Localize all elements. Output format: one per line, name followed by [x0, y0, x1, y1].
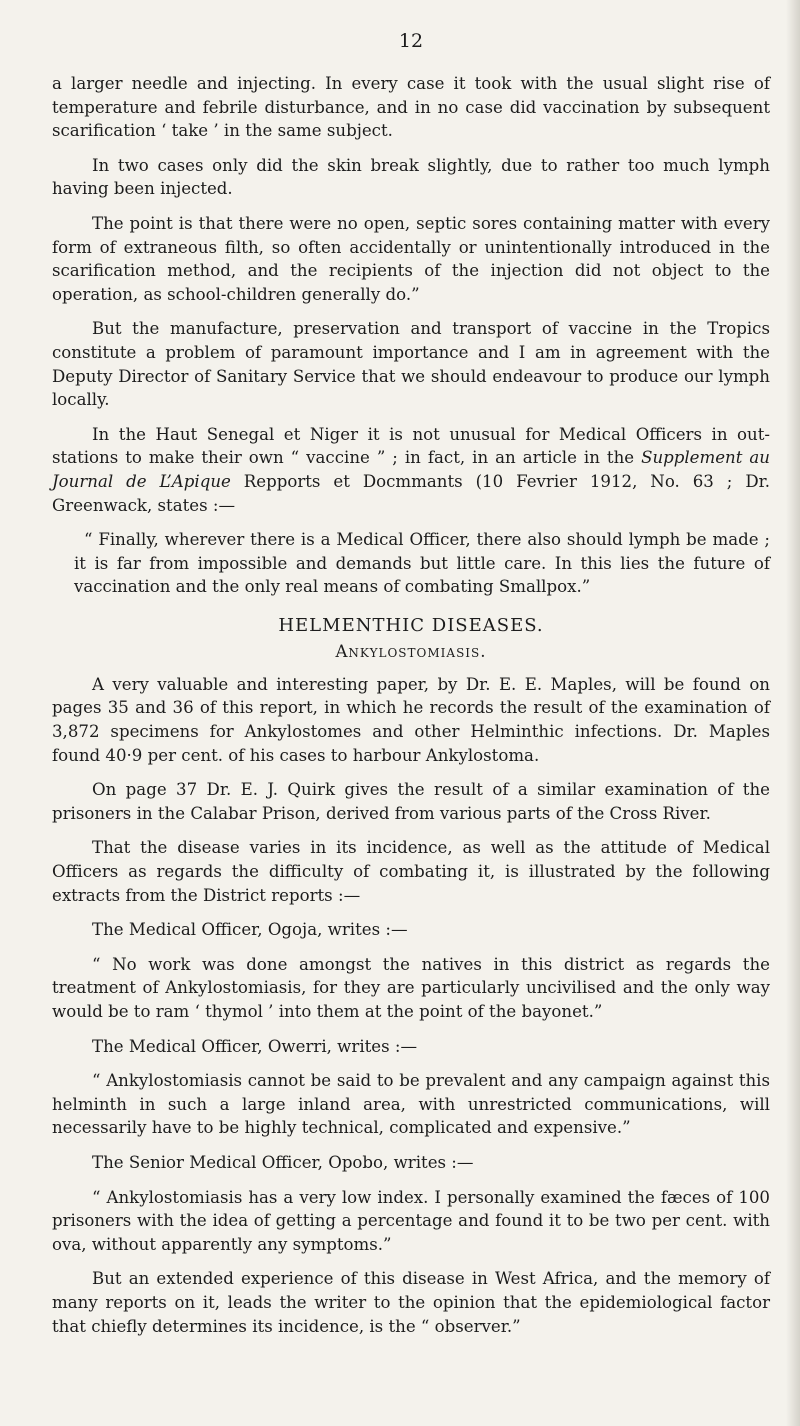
paragraph-10: The Medical Officer, Owerri, writes :— — [92, 1036, 418, 1056]
section-subheading: Ankylostomiasis. — [335, 641, 487, 661]
paragraph-12: But an extended experience of this disease in West Africa, and the memory of many reports on it, leads the writer to the opinion that the epidemiological factor that chiefly determines its incidence, is the “ observer.” — [52, 1269, 770, 1336]
journal-title: Supplement au Journal de L’Apique — [52, 448, 770, 491]
paragraph-2: In two cases only did the skin break slightly, due to rather too much lymph having been injected. — [52, 155, 770, 199]
paragraph-8: That the disease varies in its incidence, as well as the attitude of Medical Officers as regards the difficulty of combating it, is illustrated by the following extracts from the District reports :— — [52, 838, 770, 905]
quote-4: “ Ankylostomiasis has a very low index. I personally examined the fæces of 100 prisoners with the idea of getting a percentage and found it to be two per cent. with ova, without apparently any symptoms.” — [52, 1187, 770, 1254]
section-heading: HELMENTHIC DISEASES. — [278, 614, 544, 636]
paragraph-3: The point is that there were no open, septic sores containing matter with every form of extraneous filth, so often accidentally or unintentionally introduced in the scarification method, and the recipients of the injection did not object to the operation, as school-children generally do.” — [52, 213, 770, 304]
paragraph-9: The Medical Officer, Ogoja, writes :— — [92, 920, 408, 940]
quote-3: “ Ankylostomiasis cannot be said to be prevalent and any campaign against this helminth in such a large inland area, with unrestricted communications, will necessarily have to be highly technical, complicated and expensive.” — [52, 1071, 770, 1138]
page-number: 12 — [398, 30, 424, 52]
paragraph-7: On page 37 Dr. E. J. Quirk gives the result of a similar examination of the prisoners in the Calabar Prison, derived from various parts of the Cross River. — [52, 780, 770, 823]
paragraph-6: A very valuable and interesting paper, by Dr. E. E. Maples, will be found on pages 35 and 36 of this report, in which he records the result of the examination of 3,872 specimens for Ankylostomes and other Helminthic infections. Dr. Maples found 40·9 per cent. of his cases to harbour Ankylostoma. — [52, 674, 770, 765]
paragraph-4: But the manufacture, preservation and transport of vaccine in the Tropics constitute a problem of paramount importance and I am in agreement with the Deputy Director of Sanitary Service that we should endeavour to produce our lymph locally. — [52, 319, 770, 410]
paragraph-1: a larger needle and injecting. In every case it took with the usual slight rise of temperature and febrile disturbance, and in no case did vaccination by subsequent scarification ‘ take ’ in the same subject. — [52, 74, 770, 141]
paragraph-11: The Senior Medical Officer, Opobo, writes :— — [92, 1152, 474, 1172]
quote-2: “ No work was done amongst the natives in this district as regards the treatment of Ankylostomiasis, for they are particularly uncivilised and the only way would be to ram ‘ thymol ’ into them at the point of the bayonet.” — [52, 954, 770, 1021]
paragraph-5 — [52, 423, 770, 517]
page-edge-shadow — [786, 0, 800, 1426]
quote-1: “ Finally, wherever there is a Medical Officer, there also should lymph be made ; it is far from impossible and demands but little care. In this lies the future of vaccination and the only real means of combating Smallpox.” — [74, 530, 770, 597]
paragraph-5-text-b: Repports et Docmmants (10 Fevrier 1912, No. 63 ; Dr. Greenwack, states :— — [52, 471, 771, 515]
paragraph-5-text-a: In the Haut Senegal et Niger it is not unusual for Medical Officers in out-stations to make their own “ vaccine ” ; in fact, in an article in the — [52, 424, 770, 468]
